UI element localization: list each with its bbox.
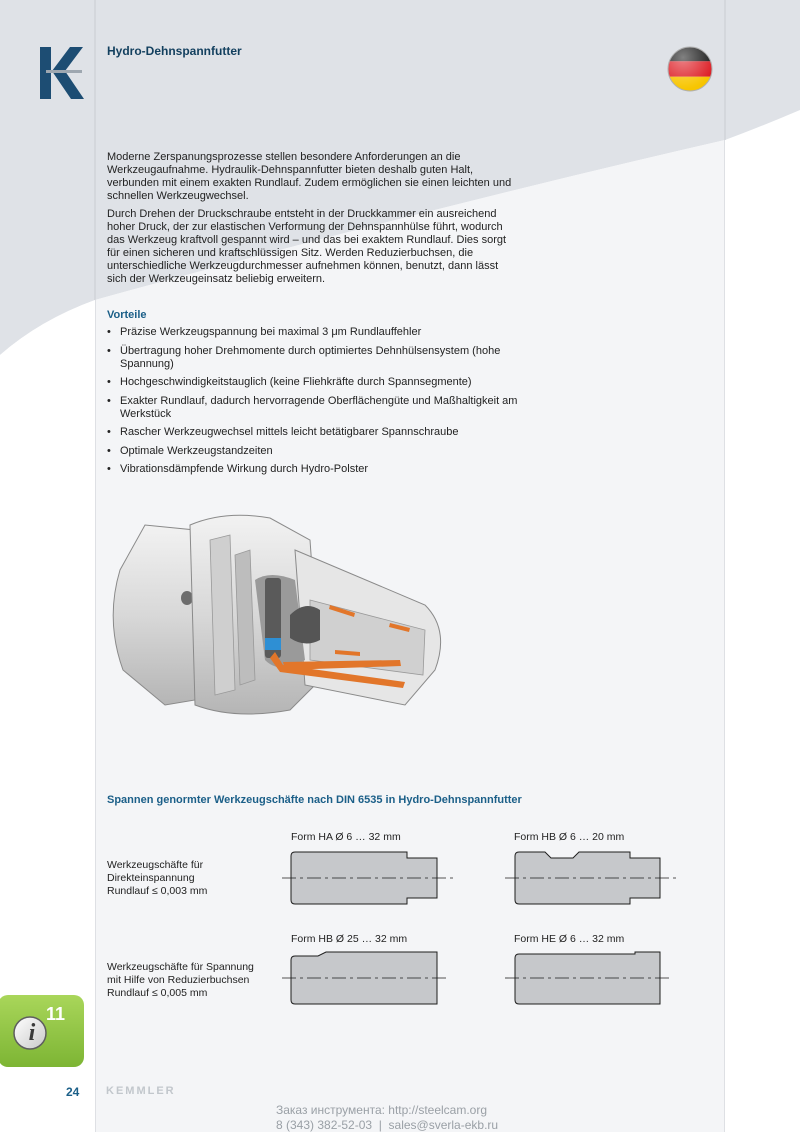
shank-form-hb-drawing bbox=[505, 848, 680, 908]
form-hb-large-label: Form HB Ø 25 … 32 mm bbox=[291, 933, 408, 945]
brand-name: KEMMLER bbox=[106, 1085, 176, 1097]
intro-paragraph-2: Durch Drehen der Druckschraube entsteht in der Druckkammer ein ausreichend hoher Druck, der zur elastischen Verformung der Dehnspannhülse führt, wodurch das Werkzeug kraftvoll gespannt wird – und das bei exaktem Rundlauf. Dies sorgt für einen sicheren und kraftschlüssigen Sitz. Werden Reduzierbuchsen, die unterschiedliche Werkzeugdurchmesser aufnehmen können, benutzt, dann lässt sich der Werkzeugeinsatz beliebig erweitern. bbox=[107, 208, 507, 285]
kemmler-logo bbox=[40, 47, 84, 99]
info-icon: i bbox=[28, 1020, 36, 1046]
list-item: • Optimale Werkzeugstandzeiten bbox=[107, 445, 527, 458]
form-ha-label: Form HA Ø 6 … 32 mm bbox=[291, 831, 401, 843]
german-flag-icon bbox=[667, 46, 713, 92]
hydro-chuck-illustration bbox=[105, 510, 455, 745]
intro-paragraph-1: Moderne Zerspanungsprozesse stellen besondere Anforderungen an die Werkzeugaufnahme. Hydraulik-Dehnspannfutter bieten deshalb guten Halt, verbunden mit einem exakten Rundlauf. Zudem ermöglichen sie einen leichten und schnellen Werkzeugwechsel. bbox=[107, 151, 512, 202]
chapter-number: 11 bbox=[46, 1004, 66, 1024]
din-section-heading: Spannen genormter Werkzeugschäfte nach DIN 6535 in Hydro-Dehnspannfutter bbox=[107, 794, 522, 806]
shank-form-hb-reducer-drawing bbox=[282, 948, 457, 1008]
list-item: • Rascher Werkzeugwechsel mittels leicht betätigbarer Spannschraube bbox=[107, 426, 527, 439]
shank-form-ha-drawing bbox=[282, 848, 457, 908]
page-title: Hydro-Dehnspannfutter bbox=[107, 44, 242, 58]
shank-form-he-drawing bbox=[505, 948, 680, 1008]
advantages-list bbox=[107, 326, 527, 482]
chapter-tab bbox=[0, 995, 84, 1067]
contact-line: 8 (343) 382-52-03 | sales@sverla-ekb.ru bbox=[276, 1118, 499, 1132]
order-line: Заказ инструмента: http://steelcam.org bbox=[276, 1103, 488, 1117]
shank-direct-label: Werkzeugschäfte für Direkteinspannung Rundlauf ≤ 0,003 mm bbox=[107, 859, 208, 897]
form-hb-label: Form HB Ø 6 … 20 mm bbox=[514, 831, 625, 843]
page-number: 24 bbox=[66, 1085, 80, 1099]
advantages-heading: Vorteile bbox=[107, 309, 147, 321]
list-item: • Übertragung hoher Drehmomente durch optimiertes Dehnhülsensystem (hohe Spannung) bbox=[107, 345, 527, 371]
list-item: • Exakter Rundlauf, dadurch hervorragende Oberflächengüte und Maßhaltigkeit am Werkstück bbox=[107, 395, 527, 421]
footer-contact bbox=[276, 1103, 498, 1133]
list-item: • Vibrationsdämpfende Wirkung durch Hydro-Polster bbox=[107, 463, 527, 476]
list-item: • Hochgeschwindigkeitstauglich (keine Fliehkräfte durch Spannsegmente) bbox=[107, 376, 527, 389]
form-he-label: Form HE Ø 6 … 32 mm bbox=[514, 933, 625, 945]
shank-reducer-label: Werkzeugschäfte für Spannung mit Hilfe von Reduzierbuchsen Rundlauf ≤ 0,005 mm bbox=[107, 961, 254, 999]
list-item: • Präzise Werkzeugspannung bei maximal 3 μm Rundlauffehler bbox=[107, 326, 527, 339]
